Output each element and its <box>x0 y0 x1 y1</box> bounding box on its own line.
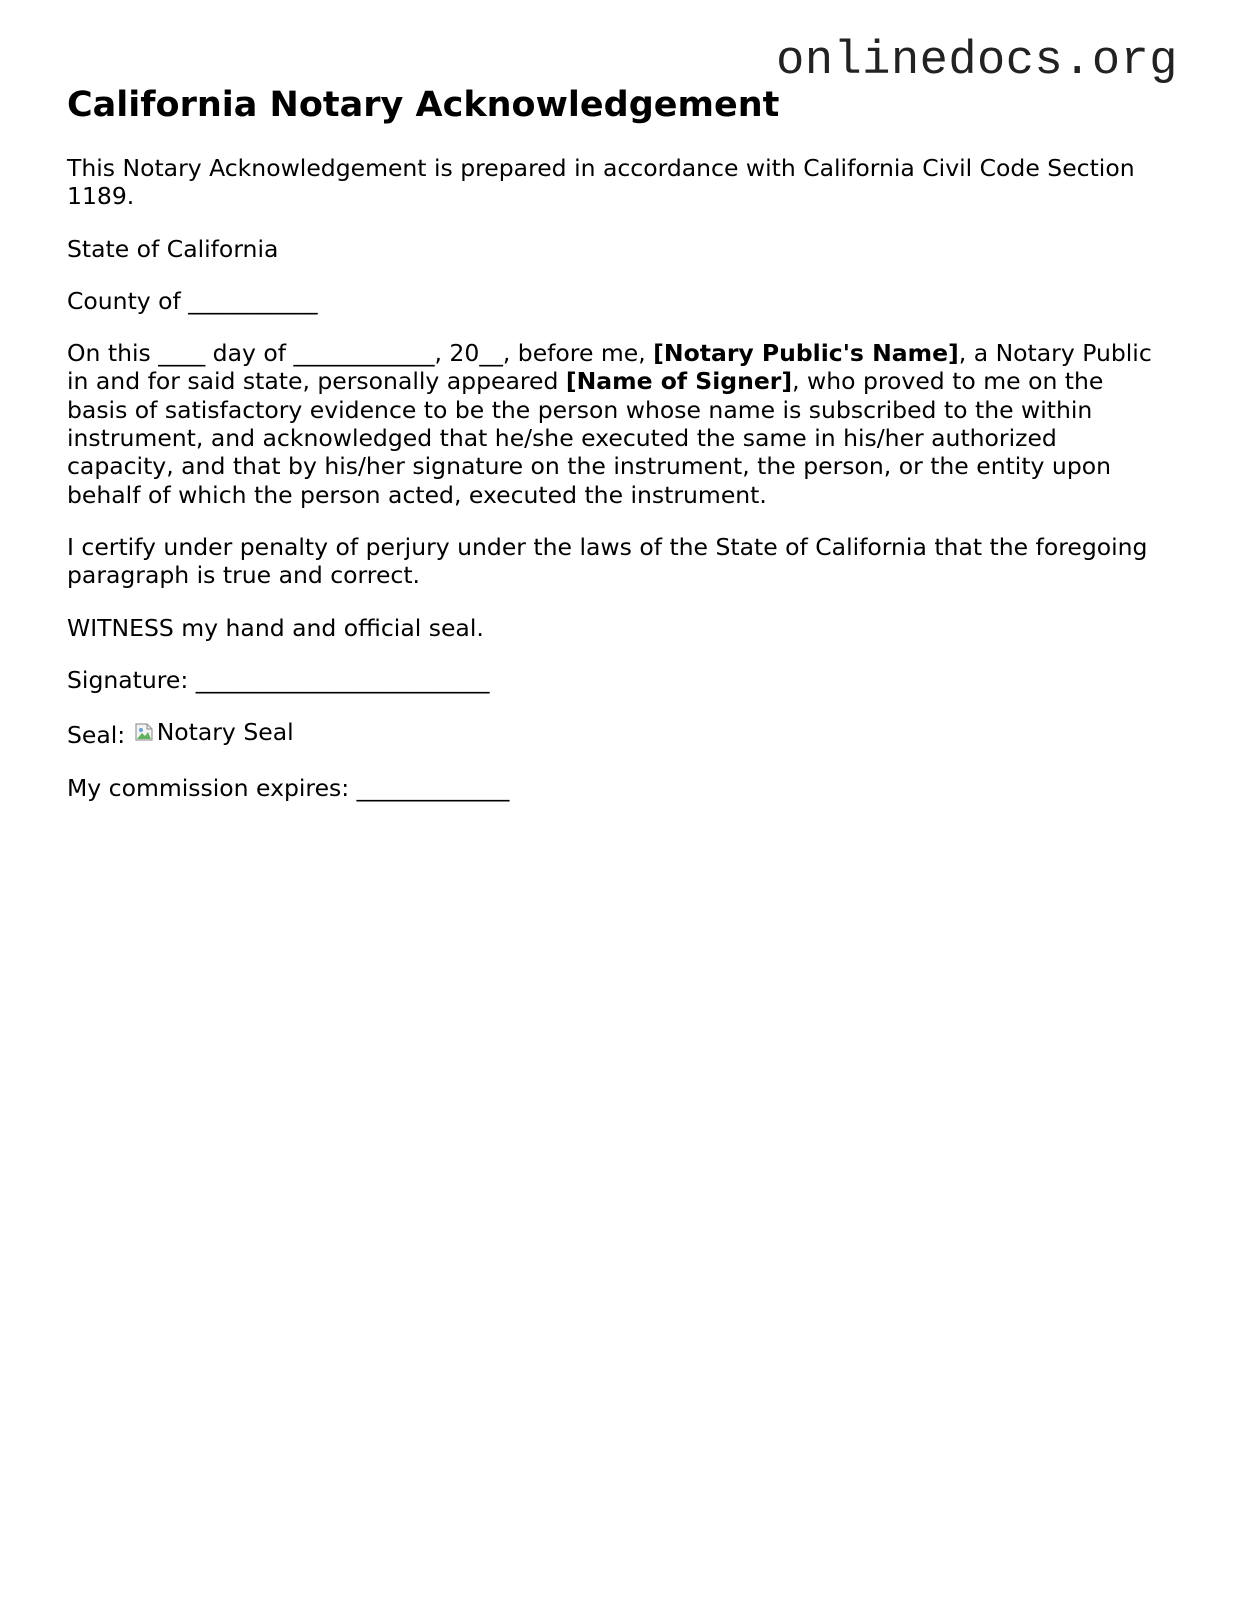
seal-label: Seal: <box>67 721 133 750</box>
state-line: State of California <box>67 234 279 263</box>
certify-paragraph: I certify under penalty of perjury under the laws of the State of California that the foregoing paragraph is true and correct. <box>67 532 1148 590</box>
acknowledgement-paragraph <box>67 339 1167 509</box>
broken-image-icon <box>133 721 155 743</box>
seal-line <box>67 718 1167 749</box>
notary-name-placeholder: [Notary Public's Name] <box>653 339 959 368</box>
ack-text-part1: On this ____ day of ____________, 20__, before me, <box>67 339 654 368</box>
document-body <box>67 84 1167 826</box>
document-title: California Notary Acknowledgement <box>67 85 780 125</box>
seal-alt-text: Notary Seal <box>156 718 294 747</box>
intro-paragraph: This Notary Acknowledgement is prepared in accordance with California Civil Code Section 1189. <box>67 154 1135 211</box>
signature-line: Signature: _________________________ <box>67 665 490 694</box>
ack-text-part3: , who proved to me on the basis of satisfactory evidence to be the person whose name is subscribed to the within instrument, and acknowledged that he/she executed the same in his/her authorized capacity, and that by his/her signature on the instrument, the person, or the entity upon behalf of which the person acted, executed the instrument. <box>67 367 1112 509</box>
notary-seal-image <box>133 718 294 746</box>
watermark: onlinedocs.org <box>776 35 1178 88</box>
witness-line: WITNESS my hand and official seal. <box>67 613 484 642</box>
county-line: County of ___________ <box>67 286 318 315</box>
signer-name-placeholder: [Name of Signer] <box>565 367 793 396</box>
commission-line: My commission expires: _____________ <box>67 773 510 802</box>
ack-text-part2: , a Notary Public in and for said state, personally appeared <box>67 339 1152 396</box>
